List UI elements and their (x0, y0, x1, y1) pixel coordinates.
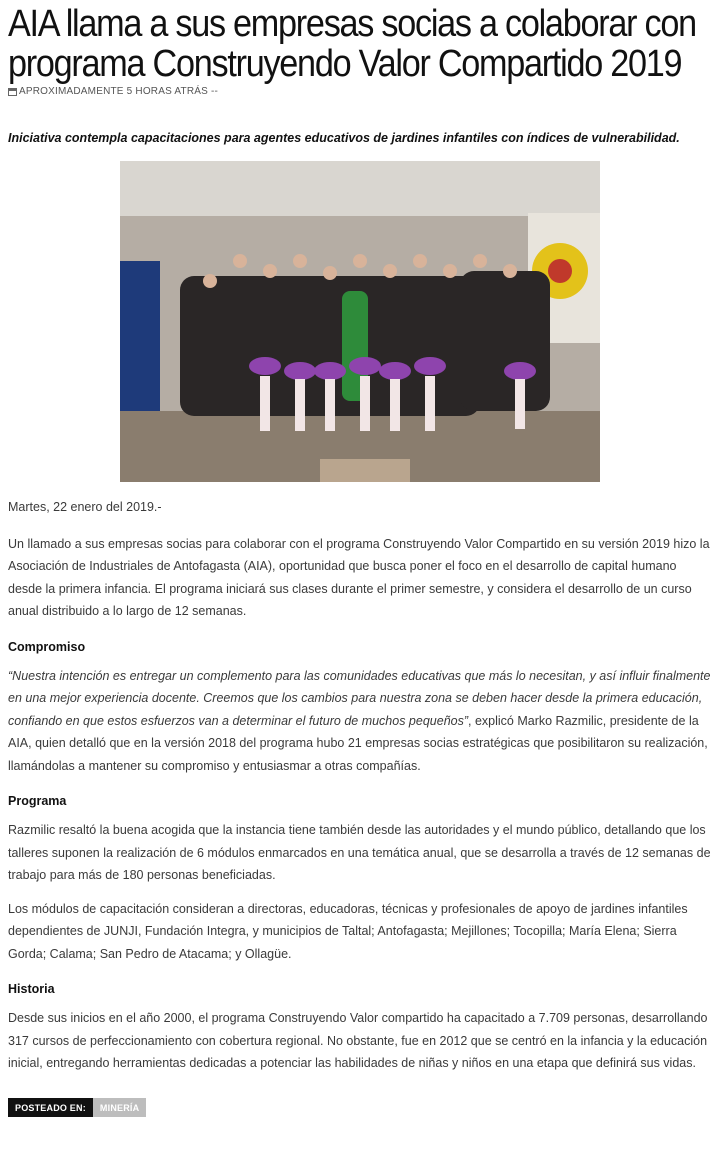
article-title: AIA llama a sus empresas socias a colaborar con programa Construyendo Valor Compartido 2019 (8, 3, 696, 85)
category-link-mineria[interactable]: MINERÍA (93, 1098, 146, 1117)
historia-paragraph: Desde sus inicios en el año 2000, el programa Construyendo Valor compartido ha capacitado a 7.709 personas, desarrollando 317 cursos de perfeccionamiento con cobertura regional. No obstante, fue en 2012 que se centró en la infancia y la educación inicial, entregando herramientas dedicadas a potenciar las habilidades de niñas y niños en una etapa que definirá sus vidas. (8, 1011, 708, 1070)
post-tags (8, 1098, 711, 1117)
compromiso-quote: “Nuestra intención es entregar un complemento para las comunidades educativas que más lo necesitan, y así influir finalmente en una mejor experiencia docente. Creemos que los cambios para nuestra zona se deben hacer desde la primera educación, confiando en que estos esfuerzos van a determinar el futuro de muchos pequeños” (8, 668, 711, 728)
section-heading-programa: Programa (8, 794, 67, 808)
programa-paragraph-1: Razmilic resaltó la buena acogida que la instancia tiene también desde las autoridades y el mundo público, detallando que los talleres suponen la realización de 6 módulos enmarcados en una temática anual, que se desarrolla a través de 12 semanas de trabajo para más de 180 personas beneficiadas. (8, 823, 711, 882)
compromiso-paragraph (8, 665, 711, 778)
posted-in-label: POSTEADO EN: (8, 1098, 93, 1117)
calendar-icon (8, 88, 17, 96)
section-heading-compromiso: Compromiso (8, 639, 86, 654)
article-timestamp: APROXIMADAMENTE 5 HORAS ATRÁS -- (19, 86, 219, 97)
article-photo (120, 161, 600, 482)
article-meta (8, 86, 711, 97)
programa-paragraph-2: Los módulos de capacitación consideran a directoras, educadoras, técnicas y profesionales de apoyo de jardines infantiles dependientes de JUNJI, Fundación Integra, y municipios de Taltal; Antofagasta; Mejillones; Tocopilla; María Elena; Sierra Gorda; Calama; San Pedro de Atacama; y Ollagüe. (8, 901, 688, 961)
article-date: Martes, 22 enero del 2019.- (8, 500, 162, 514)
article-lead: Iniciativa contempla capacitaciones para agentes educativos de jardines infantiles con índices de vulnerabilidad. (8, 131, 680, 145)
section-heading-historia: Historia (8, 982, 55, 996)
article-intro: Un llamado a sus empresas socias para colaborar con el programa Construyendo Valor Compartido en su versión 2019 hizo la Asociación de Industriales de Antofagasta (AIA), oportunidad que busca poner el foco en el desarrollo de capital humano desde la primera infancia. El programa iniciará sus clases durante el primer semestre, y considera el desarrollo de un curso anual distribuido a lo largo de 12 semanas. (8, 536, 710, 618)
compromiso-attribution: , explicó Marko Razmilic, presidente de la AIA, quien detalló que en la versión 2018 del programa hubo 21 empresas socias estratégicas que posibilitaron su realización, llamándolas a mantener su compromiso y entusiasmar a otras compañías. (8, 713, 708, 773)
